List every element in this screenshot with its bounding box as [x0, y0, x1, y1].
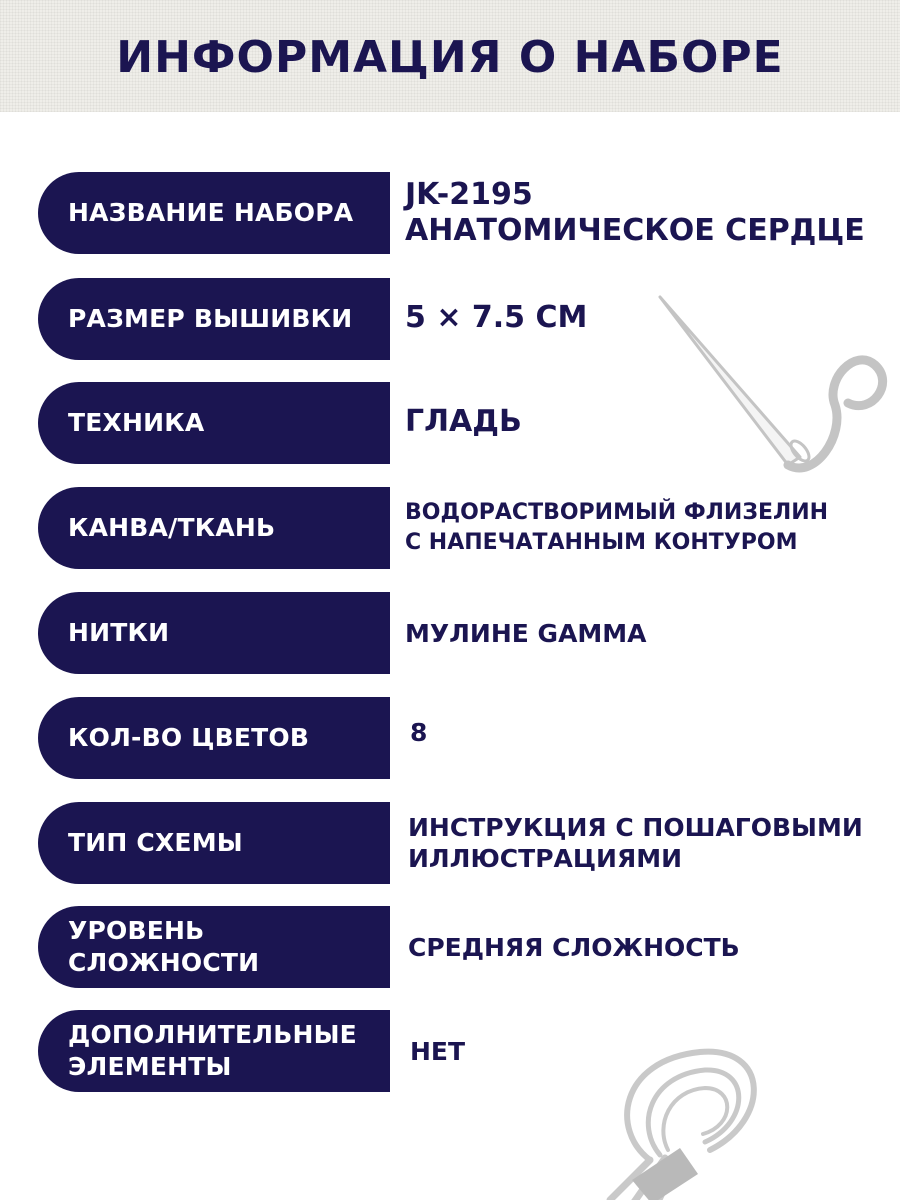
label-pill: [38, 906, 390, 988]
value-cell: [405, 278, 885, 360]
label-difficulty: УРОВЕНЬ СЛОЖНОСТИ: [68, 916, 260, 977]
page-title: ИНФОРМАЦИЯ О НАБОРЕ: [116, 32, 784, 83]
value-cell: [405, 592, 885, 674]
value-cell: [405, 172, 885, 254]
value-scheme-type: ИНСТРУКЦИЯ С ПОШАГОВЫМИ ИЛЛЮСТРАЦИЯМИ: [408, 813, 863, 873]
value-cell: [405, 1010, 885, 1092]
value-cell: [405, 697, 885, 779]
info-row-kit-name: [0, 172, 900, 254]
info-row-technique: [0, 382, 900, 464]
label-pill: [38, 278, 390, 360]
value-cell: [405, 382, 885, 464]
label-pill: [38, 802, 390, 884]
label-pill: [38, 487, 390, 569]
value-embroidery-size: 5 × 7.5 СМ: [405, 300, 588, 335]
value-cell: [405, 802, 885, 884]
value-extra-elements: НЕТ: [410, 1036, 466, 1066]
label-embroidery-size: РАЗМЕР ВЫШИВКИ: [68, 304, 353, 333]
value-cell: [405, 487, 885, 569]
label-pill: [38, 1010, 390, 1092]
value-kit-name: JK-2195 АНАТОМИЧЕСКОЕ СЕРДЦЕ: [405, 177, 865, 248]
label-technique: ТЕХНИКА: [68, 408, 205, 437]
label-threads: НИТКИ: [68, 618, 170, 647]
label-pill: [38, 697, 390, 779]
value-cell: [405, 906, 885, 988]
value-threads: МУЛИНЕ GAMMA: [405, 618, 647, 648]
info-row-threads: [0, 592, 900, 674]
label-color-count: КОЛ-ВО ЦВЕТОВ: [68, 723, 310, 752]
info-row-extra-elements: [0, 1010, 900, 1092]
header-banner: [0, 0, 900, 112]
info-row-color-count: [0, 697, 900, 779]
info-row-scheme-type: [0, 802, 900, 884]
label-canvas-fabric: КАНВА/ТКАНЬ: [68, 513, 276, 542]
value-difficulty: СРЕДНЯЯ СЛОЖНОСТЬ: [408, 932, 740, 962]
value-canvas-fabric: ВОДОРАСТВОРИМЫЙ ФЛИЗЕЛИН С НАПЕЧАТАННЫМ КОНТУРОМ: [405, 500, 829, 555]
value-color-count: 8: [410, 718, 428, 747]
label-pill: [38, 172, 390, 254]
value-technique: ГЛАДЬ: [405, 404, 522, 439]
info-row-difficulty: [0, 906, 900, 988]
info-row-canvas-fabric: [0, 487, 900, 569]
info-row-embroidery-size: [0, 278, 900, 360]
label-extra-elements: ДОПОЛНИТЕЛЬНЫЕ ЭЛЕМЕНТЫ: [68, 1020, 357, 1081]
label-scheme-type: ТИП СХЕМЫ: [68, 828, 243, 857]
label-pill: [38, 382, 390, 464]
label-kit-name: НАЗВАНИЕ НАБОРА: [68, 198, 354, 227]
label-pill: [38, 592, 390, 674]
